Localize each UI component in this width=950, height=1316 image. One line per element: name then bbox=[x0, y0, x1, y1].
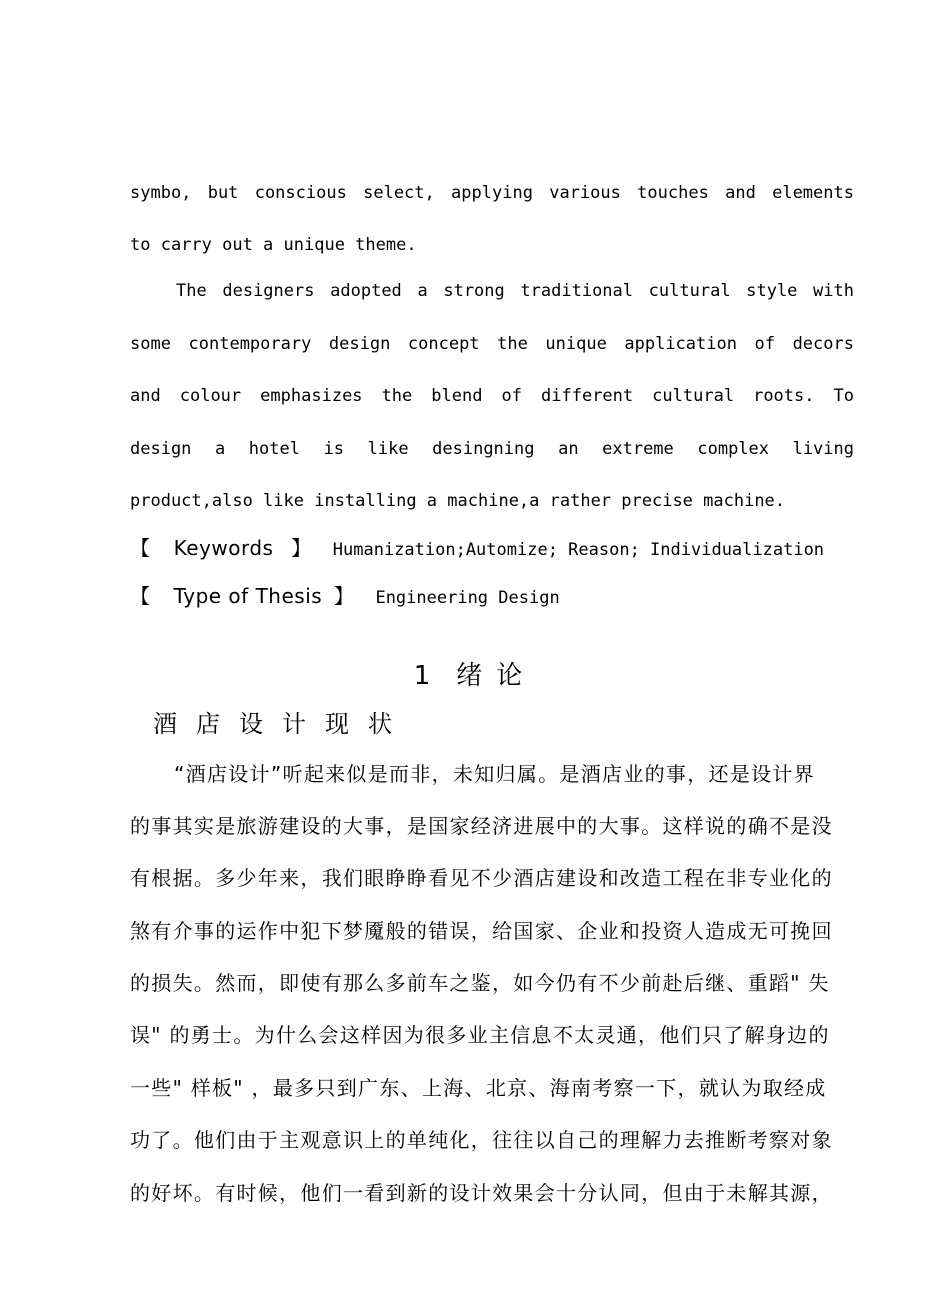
abstract-line-5: and colour emphasizes the blend of different cultural roots. To bbox=[130, 386, 854, 406]
abstract-line-4: some contemporary design concept the unique application of decors bbox=[130, 334, 854, 354]
keywords-value: Humanization;Automize; Reason; Individualization bbox=[332, 540, 825, 560]
body-line-6: 误" 的勇士。为什么会这样因为很多业主信息不太灵通，他们只了解身边的 bbox=[130, 1023, 830, 1047]
body-line-4: 煞有介事的运作中犯下梦魇般的错误，给国家、企业和投资人造成无可挽回 bbox=[130, 919, 833, 943]
abstract-line-6: design a hotel is like desingning an extreme complex living bbox=[130, 439, 854, 459]
section-heading: 酒店设计现状 bbox=[153, 710, 411, 738]
abstract-line-2: to carry out a unique theme. bbox=[130, 235, 417, 255]
keywords-row bbox=[130, 534, 890, 564]
thesis-type-value: Engineering Design bbox=[375, 588, 560, 608]
abstract-line-7: product,also like installing a machine,a rather precise machine. bbox=[130, 491, 786, 511]
body-line-9: 的好坏。有时候，他们一看到新的设计效果会十分认同，但由于未解其源， bbox=[130, 1181, 833, 1205]
thesis-type-open-bracket: 【 bbox=[130, 584, 150, 608]
thesis-type-label: Type of Thesis bbox=[173, 584, 323, 608]
body-line-7: 一些" 样板" ，最多只到广东、上海、北京、海南考察一下，就认为取经成 bbox=[130, 1076, 827, 1100]
keywords-close-bracket: 】 bbox=[291, 536, 312, 560]
body-line-8: 功了。他们由于主观意识上的单纯化，往往以自己的理解力去推断考察对象 bbox=[130, 1128, 833, 1152]
abstract-line-3: The designers adopted a strong traditional cultural style with bbox=[176, 281, 854, 301]
chapter-heading bbox=[0, 660, 950, 692]
keywords-label: Keywords bbox=[173, 536, 274, 560]
chapter-number: 1 bbox=[413, 661, 431, 691]
body-line-2: 的事其实是旅游建设的大事，是国家经济进展中的大事。这样说的确不是没 bbox=[130, 814, 833, 838]
thesis-type-row bbox=[130, 582, 890, 612]
abstract-line-1: symbo, but conscious select, applying various touches and elements bbox=[130, 183, 854, 203]
keywords-open-bracket: 【 bbox=[130, 536, 150, 560]
thesis-type-close-bracket: 】 bbox=[333, 584, 354, 608]
body-line-3: 有根据。多少年来，我们眼睁睁看见不少酒店建设和改造工程在非专业化的 bbox=[130, 866, 833, 890]
chapter-title: 绪论 bbox=[456, 661, 537, 691]
body-line-1: “酒店设计”听起来似是而非，未知归属。是酒店业的事，还是设计界 bbox=[174, 762, 816, 786]
body-line-5: 的损失。然而，即使有那么多前车之鉴，如今仍有不少前赴后继、重蹈" 失 bbox=[130, 971, 830, 995]
